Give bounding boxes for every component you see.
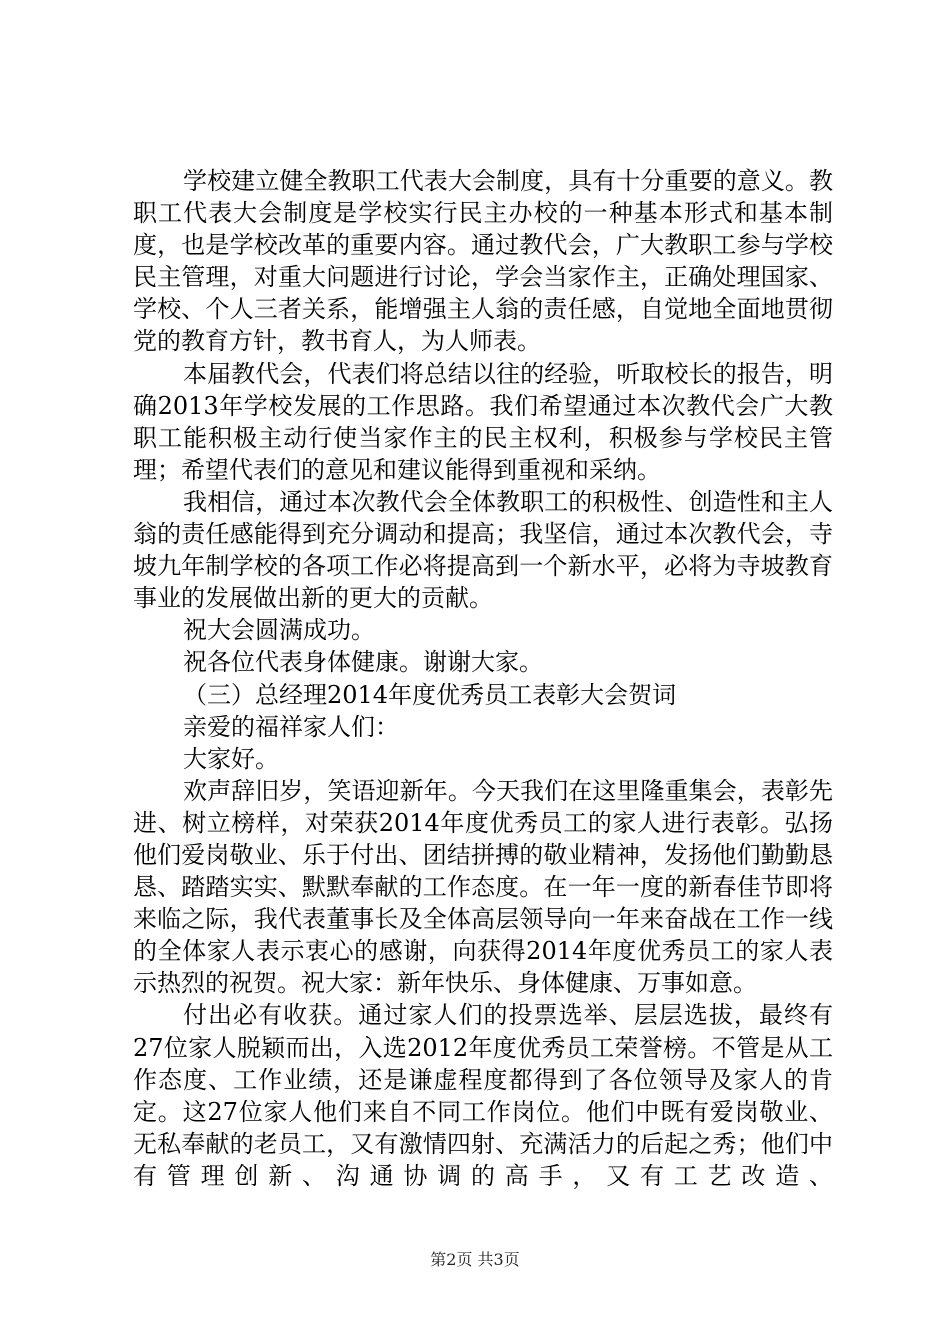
paragraph-congress-significance: 学校建立健全教职工代表大会制度，具有十分重要的意义。教职工代表大会制度是学校实行民主办校的一种基本形式和基本制度，也是学校改革的重要内容。通过教代会，广大教职工参与学校民主管理，对重大问题进行讨论，学会当家作主，正确处理国家、学校、个人三者关系，能增强主人翁的责任感，自觉地全面地贯彻党的教育方针，教书育人，为人师表。	[133, 167, 833, 356]
paragraph-results: 付出必有收获。通过家人们的投票选举、层层选拔，最终有27位家人脱颖而出，入选2012年度优秀员工荣誉榜。不管是从工作态度、工作业绩，还是谦虚程度都得到了各位领导及家人的肯定。这27位家人他们来自不同工作岗位。他们中既有爱岗敬业、无私奉献的老员工，又有激情四射、充满活力的后起之秀；他们中有管理创新、沟通协调的高手，又有工艺改造、	[133, 1001, 833, 1190]
page-footer: 第2页 共3页	[430, 1250, 520, 1269]
paragraph-confidence: 我相信，通过本次教代会全体教职工的积极性、创造性和主人翁的责任感能得到充分调动和提高；我坚信，通过本次教代会，寺坡九年制学校的各项工作必将提高到一个新水平，必将为寺坡教育事业的发展做出新的更大的贡献。	[133, 487, 833, 613]
paragraph-wish-health: 祝各位代表身体健康。谢谢大家。	[183, 648, 543, 677]
greeting: 大家好。	[183, 744, 279, 773]
paragraph-congress-goals: 本届教代会，代表们将总结以往的经验，听取校长的报告，明确2013年学校发展的工作思路。我们希望通过本次教代会广大教职工能积极主动行使当家作主的民主权利，积极参与学校民主管理；希望代表们的意见和建议能得到重视和采纳。	[133, 359, 833, 484]
document-body	[133, 165, 833, 1192]
salutation: 亲爱的福祥家人们：	[183, 712, 399, 741]
section-heading: （三）总经理2014年度优秀员工表彰大会贺词	[183, 680, 677, 709]
paragraph-new-year: 欢声辞旧岁，笑语迎新年。今天我们在这里隆重集会，表彰先进、树立榜样，对荣获2014年度优秀员工的家人进行表彰。弘扬他们爱岗敬业、乐于付出、团结拼搏的敬业精神，发扬他们勤勤恳恳、踏踏实实、默默奉献的工作态度。在一年一度的新春佳节即将来临之际，我代表董事长及全体高层领导向一年来奋战在工作一线的全体家人表示衷心的感谢，向获得2014年度优秀员工的家人表示热烈的祝贺。祝大家：新年快乐、身体健康、万事如意。	[133, 776, 833, 998]
paragraph-wish-success: 祝大会圆满成功。	[183, 616, 375, 645]
